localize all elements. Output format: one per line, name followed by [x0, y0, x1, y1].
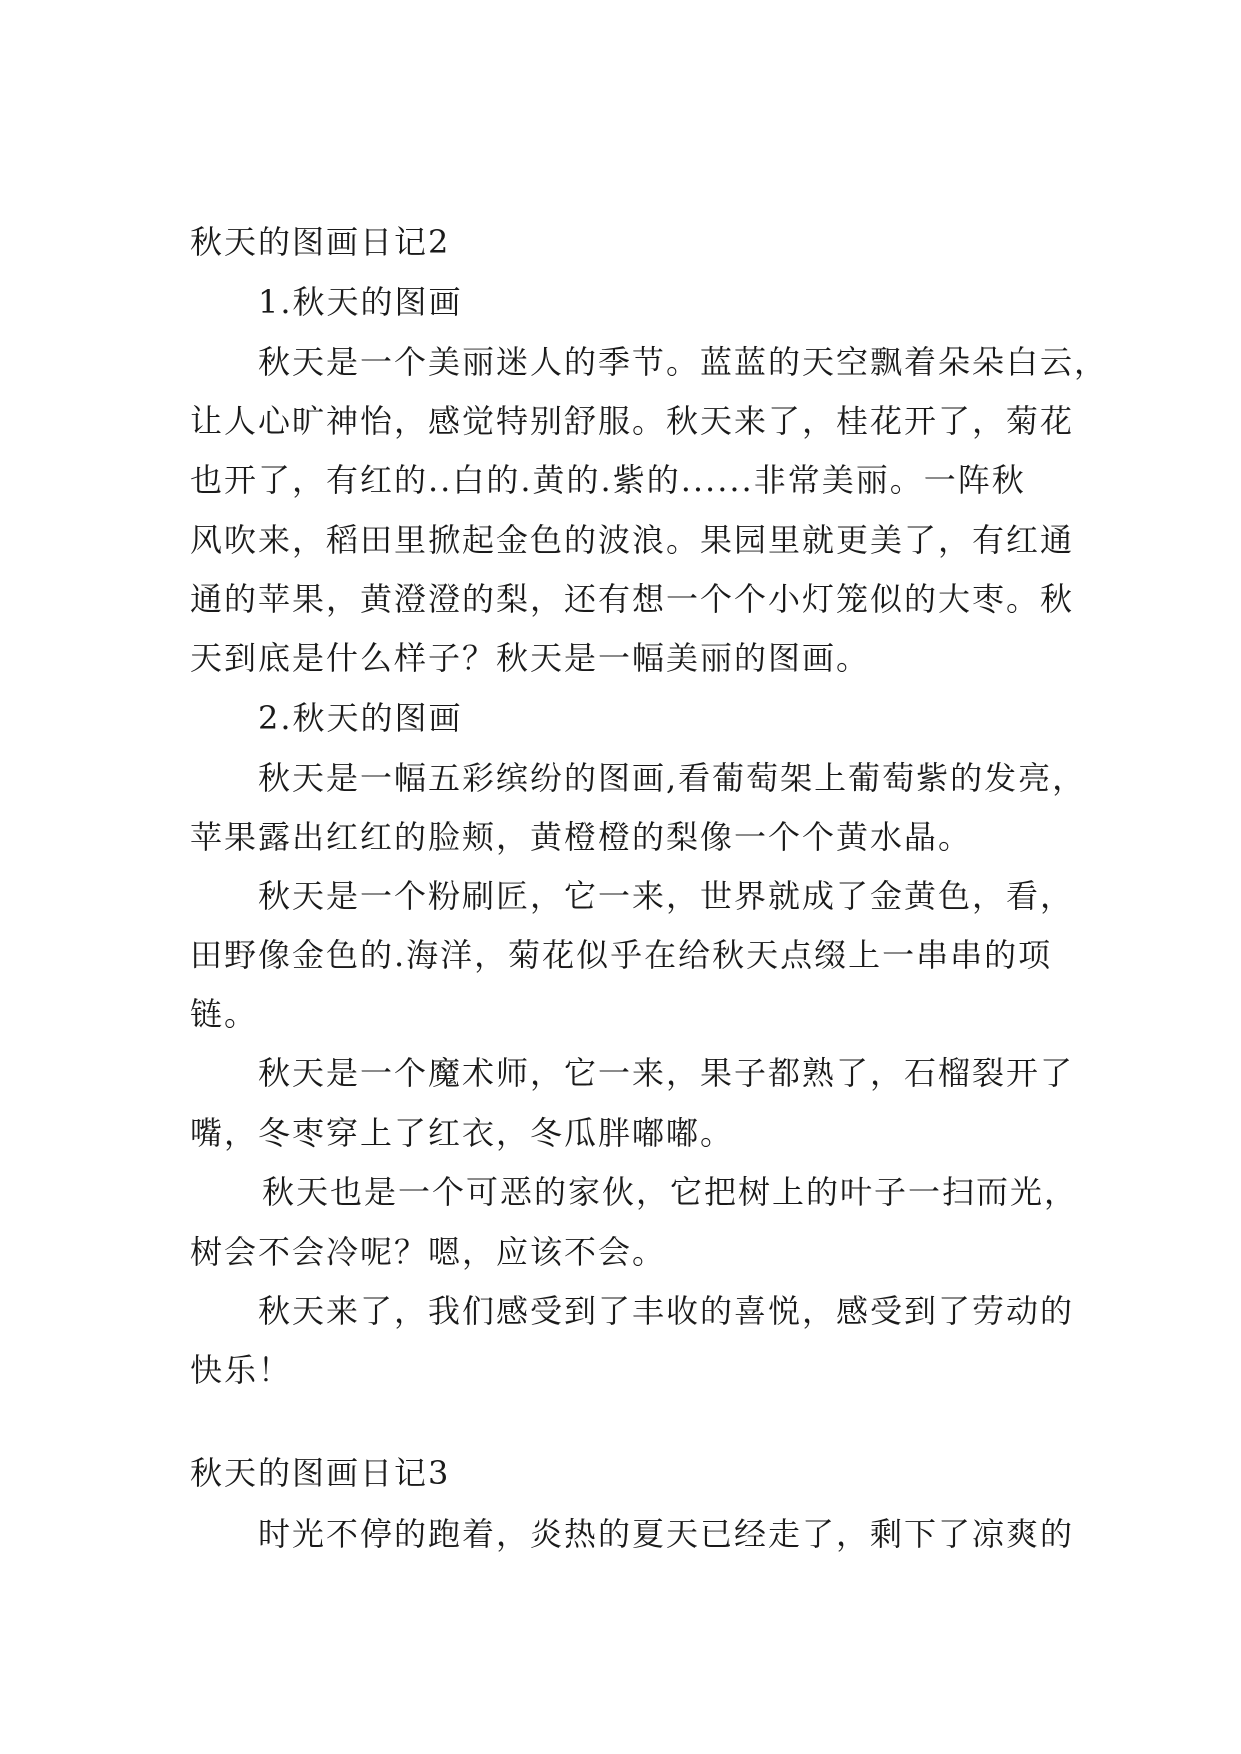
- paragraph-line: 秋天是一个粉刷匠，它一来，世界就成了金黄色，看，: [258, 877, 1075, 915]
- paragraph-line: 时光不停的跑着，炎热的夏天已经走了，剩下了凉爽的: [258, 1515, 1075, 1553]
- section-heading-3: 秋天的图画日记3: [190, 1454, 451, 1492]
- paragraph-line: 让人心旷神怡，感觉特别舒服。秋天来了，桂花开了，菊花: [190, 402, 1075, 440]
- paragraph-line: 田野像金色的.海洋，菊花似乎在给秋天点缀上一串串的项: [190, 936, 1053, 974]
- section-heading-2: 秋天的图画日记2: [190, 223, 451, 261]
- paragraph-line: 树会不会冷呢？嗯，应该不会。: [190, 1233, 667, 1271]
- paragraph-line: 快乐！: [190, 1351, 293, 1389]
- paragraph-line: 苹果露出红红的脸颊，黄橙橙的梨像一个个黄水晶。: [190, 818, 973, 856]
- paragraph-line: 秋天也是一个可恶的家伙，它把树上的叶子一扫而光，: [262, 1173, 1079, 1211]
- paragraph-line: 天到底是什么样子？秋天是一幅美丽的图画。: [190, 639, 871, 677]
- paragraph-line: 秋天是一幅五彩缤纷的图画,看葡萄架上葡萄紫的发亮，: [258, 759, 1087, 797]
- paragraph-line: 嘴，冬枣穿上了红衣，冬瓜胖嘟嘟。: [190, 1114, 735, 1152]
- paragraph-line: 秋天是一个魔术师，它一来，果子都熟了，石榴裂开了: [258, 1054, 1075, 1092]
- paragraph-line: 也开了，有红的..白的.黄的.紫的......非常美丽。一阵秋: [190, 461, 1026, 499]
- paragraph-line: 风吹来，稻田里掀起金色的波浪。果园里就更美了，有红通: [190, 521, 1075, 559]
- subheading-2: 2.秋天的图画: [258, 699, 463, 737]
- paragraph-line: 秋天来了，我们感受到了丰收的喜悦，感受到了劳动的: [258, 1292, 1075, 1330]
- subheading-1: 1.秋天的图画: [258, 283, 463, 321]
- paragraph-line: 秋天是一个美丽迷人的季节。蓝蓝的天空飘着朵朵白云，: [258, 343, 1109, 381]
- paragraph-line: 通的苹果，黄澄澄的梨，还有想一个个小灯笼似的大枣。秋: [190, 580, 1075, 618]
- paragraph-line: 链。: [190, 995, 259, 1033]
